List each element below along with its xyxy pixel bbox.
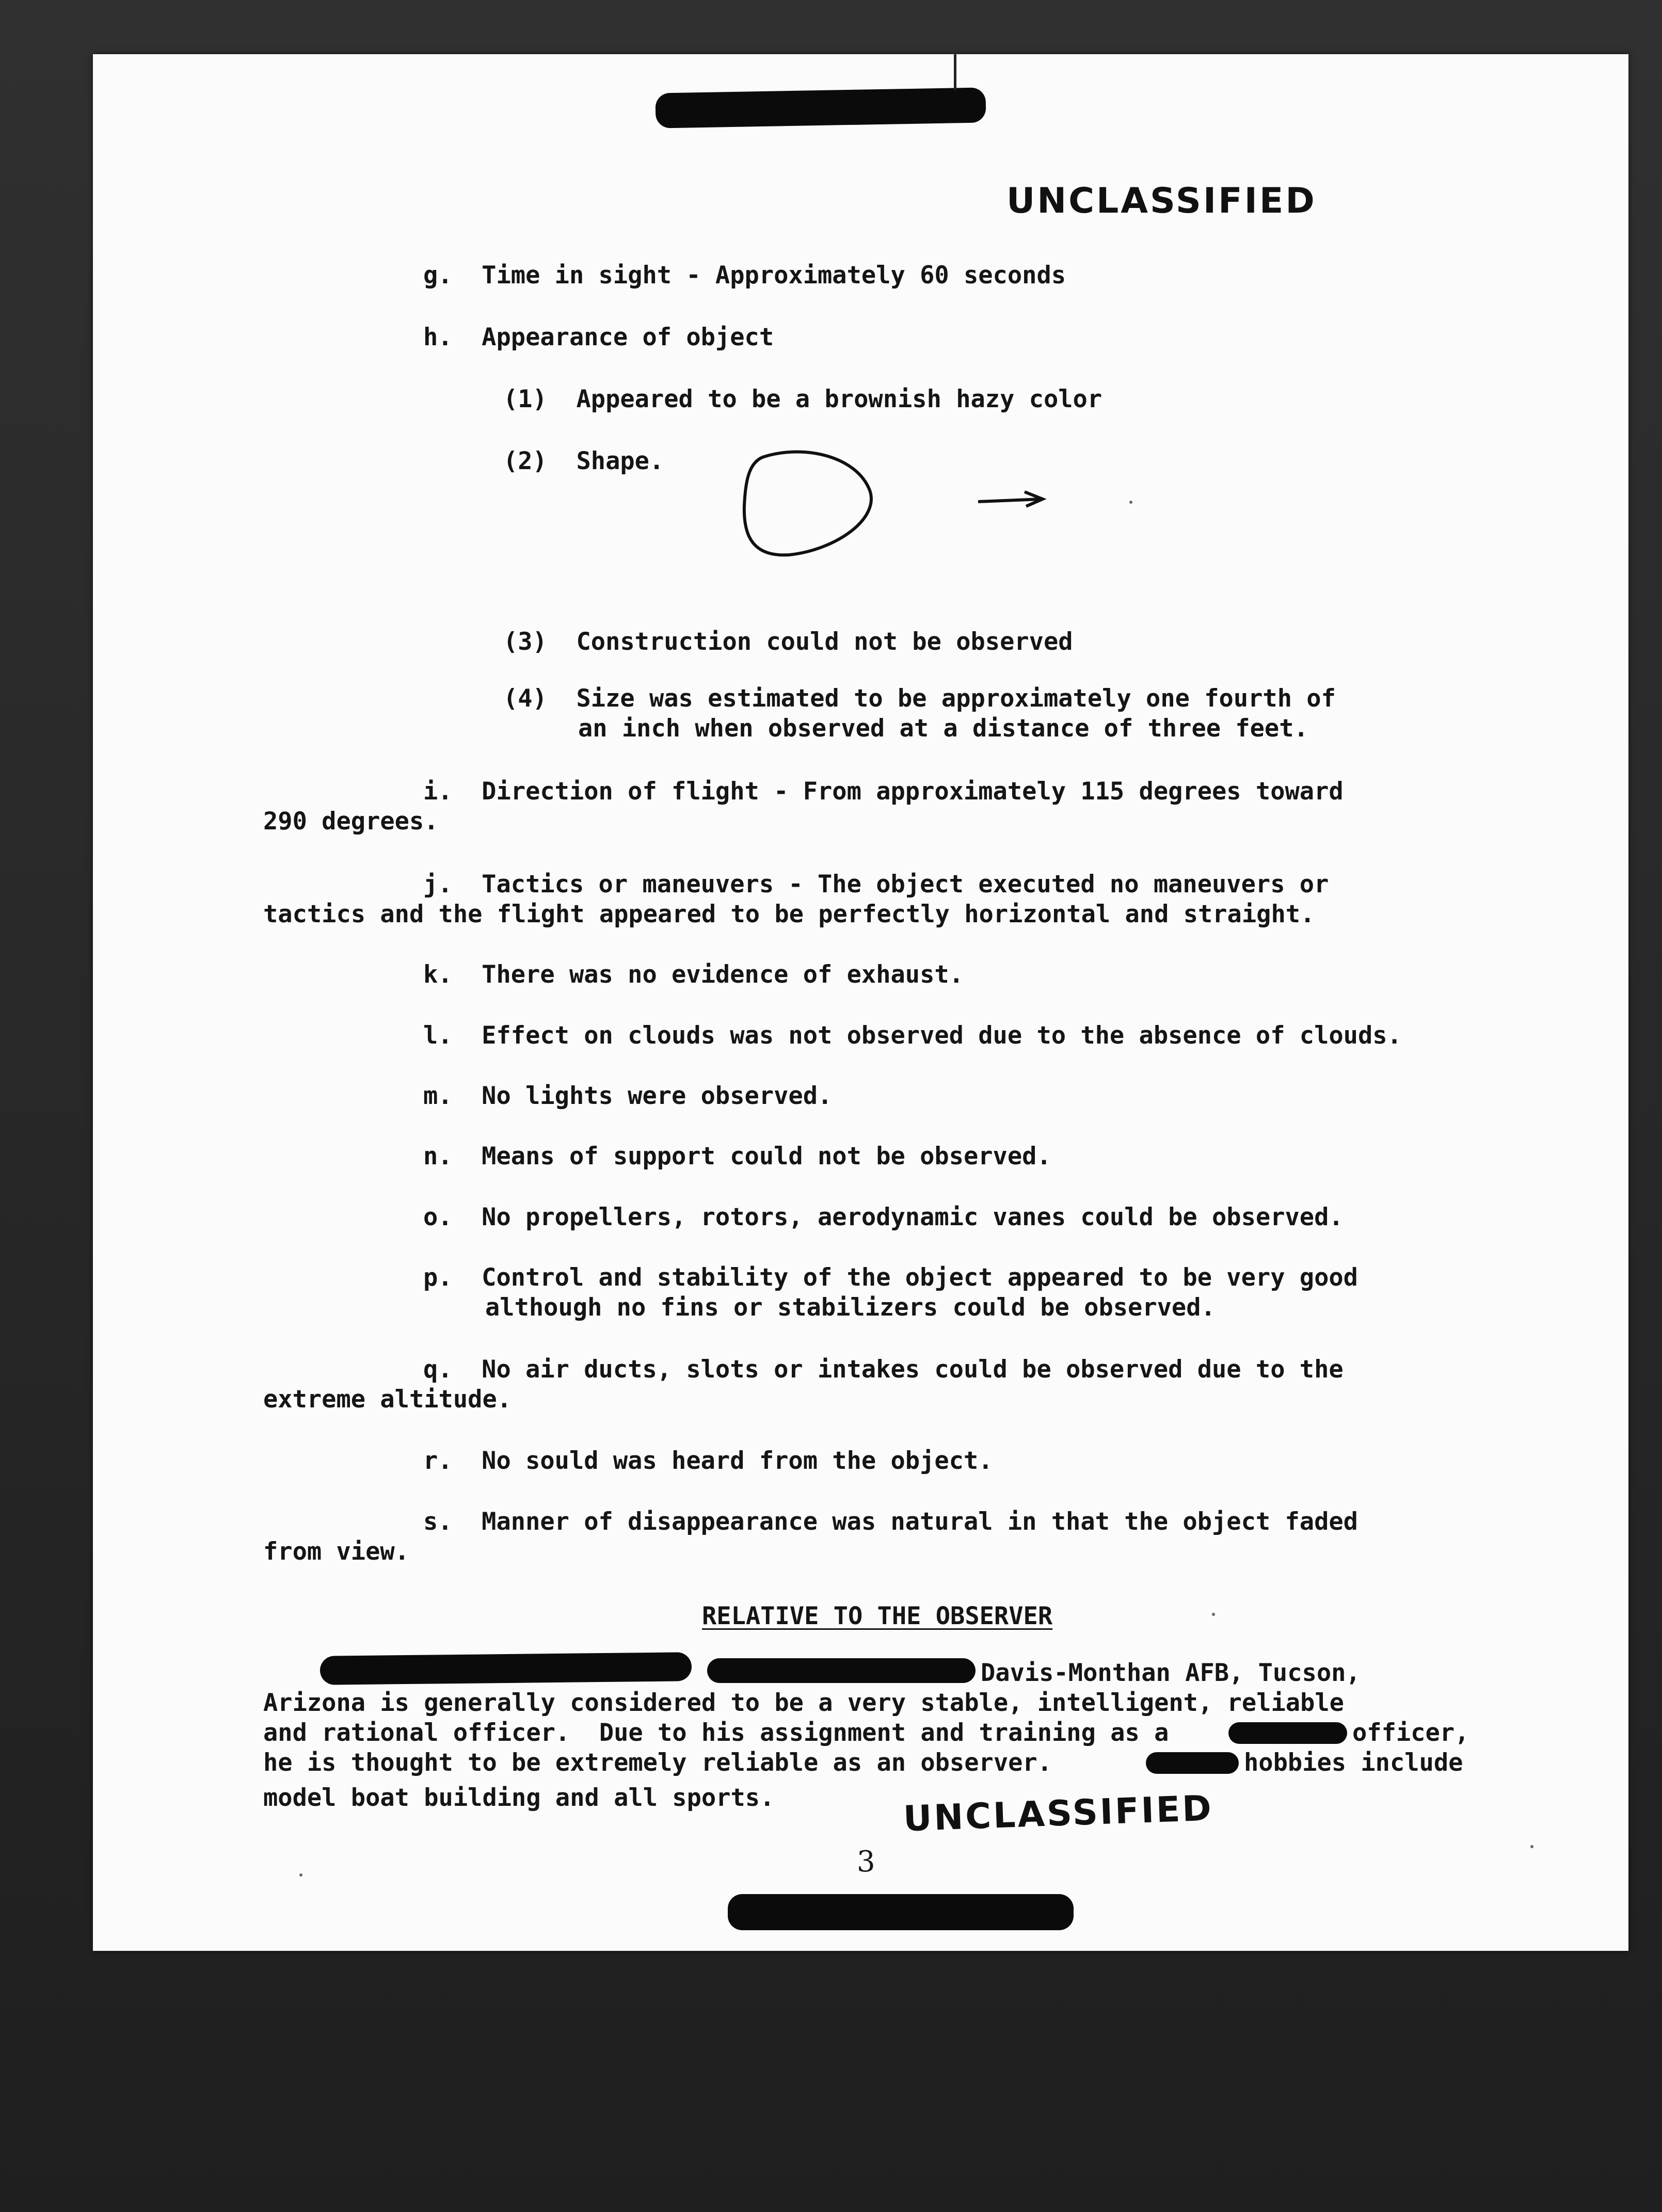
observer-line-3: and rational officer. Due to his assignment and training as a — [263, 1719, 1169, 1747]
speck — [1530, 1845, 1533, 1848]
classification-stamp-top: UNCLASSIFIED — [1006, 181, 1317, 221]
redaction-pronoun — [1146, 1752, 1239, 1774]
observer-line-4-end: hobbies include — [1244, 1749, 1463, 1777]
item-m: m. No lights were observed. — [423, 1082, 833, 1110]
redaction-name — [320, 1652, 692, 1685]
speck — [1212, 1613, 1215, 1616]
speck — [299, 1873, 302, 1877]
item-i: i. Direction of flight - From approximately 115 degrees toward — [423, 777, 1344, 806]
item-h-4: (4) Size was estimated to be approximately one fourth of — [503, 684, 1336, 713]
item-h-2: (2) Shape. — [503, 447, 664, 475]
item-p-cont: although no fins or stabilizers could be observed. — [485, 1293, 1216, 1322]
observer-line-5: model boat building and all sports. — [263, 1784, 775, 1812]
item-h-4-cont: an inch when observed at a distance of three feet. — [578, 714, 1308, 743]
observer-line-2: Arizona is generally considered to be a very stable, intelligent, reliable — [263, 1689, 1344, 1717]
item-h-1: (1) Appeared to be a brownish hazy color — [503, 385, 1102, 413]
pen-mark — [954, 54, 956, 90]
item-s-cont: from view. — [263, 1537, 409, 1566]
item-n: n. Means of support could not be observed. — [423, 1142, 1051, 1171]
object-shape-sketch — [733, 446, 903, 565]
classification-stamp-bottom: UNCLASSIFIED — [902, 1788, 1214, 1840]
item-j: j. Tactics or maneuvers - The object executed no maneuvers or — [423, 870, 1329, 899]
item-r: r. No sould was heard from the object. — [423, 1447, 993, 1475]
document-page — [93, 54, 1628, 1951]
redaction-bottom — [728, 1894, 1074, 1930]
item-o: o. No propellers, rotors, aerodynamic vanes could be observed. — [423, 1203, 1344, 1231]
redaction-rank — [707, 1658, 976, 1683]
page-number: 3 — [857, 1845, 875, 1879]
item-s: s. Manner of disappearance was natural in that the object faded — [423, 1508, 1358, 1536]
item-j-cont: tactics and the flight appeared to be perfectly horizontal and straight. — [263, 900, 1315, 928]
direction-arrow — [976, 488, 1048, 514]
item-k: k. There was no evidence of exhaust. — [423, 960, 964, 989]
section-heading: RELATIVE TO THE OBSERVER — [702, 1602, 1053, 1630]
speck — [1129, 501, 1132, 504]
item-h: h. Appearance of object — [423, 323, 774, 351]
observer-line-3-end: officer, — [1352, 1719, 1469, 1747]
observer-line-1: Davis-Monthan AFB, Tucson, — [981, 1659, 1361, 1687]
item-q-cont: extreme altitude. — [263, 1385, 512, 1414]
observer-line-4: he is thought to be extremely reliable as an observer. — [263, 1749, 1052, 1777]
item-h-3: (3) Construction could not be observed — [503, 628, 1073, 656]
item-p: p. Control and stability of the object appeared to be very good — [423, 1263, 1358, 1292]
item-q: q. No air ducts, slots or intakes could be observed due to the — [423, 1355, 1344, 1384]
redaction-top — [655, 87, 986, 128]
item-g: g. Time in sight - Approximately 60 seconds — [423, 261, 1066, 290]
redaction-specialty — [1228, 1722, 1347, 1744]
item-l: l. Effect on clouds was not observed due to the absence of clouds. — [423, 1021, 1402, 1050]
item-i-cont: 290 degrees. — [263, 807, 439, 836]
